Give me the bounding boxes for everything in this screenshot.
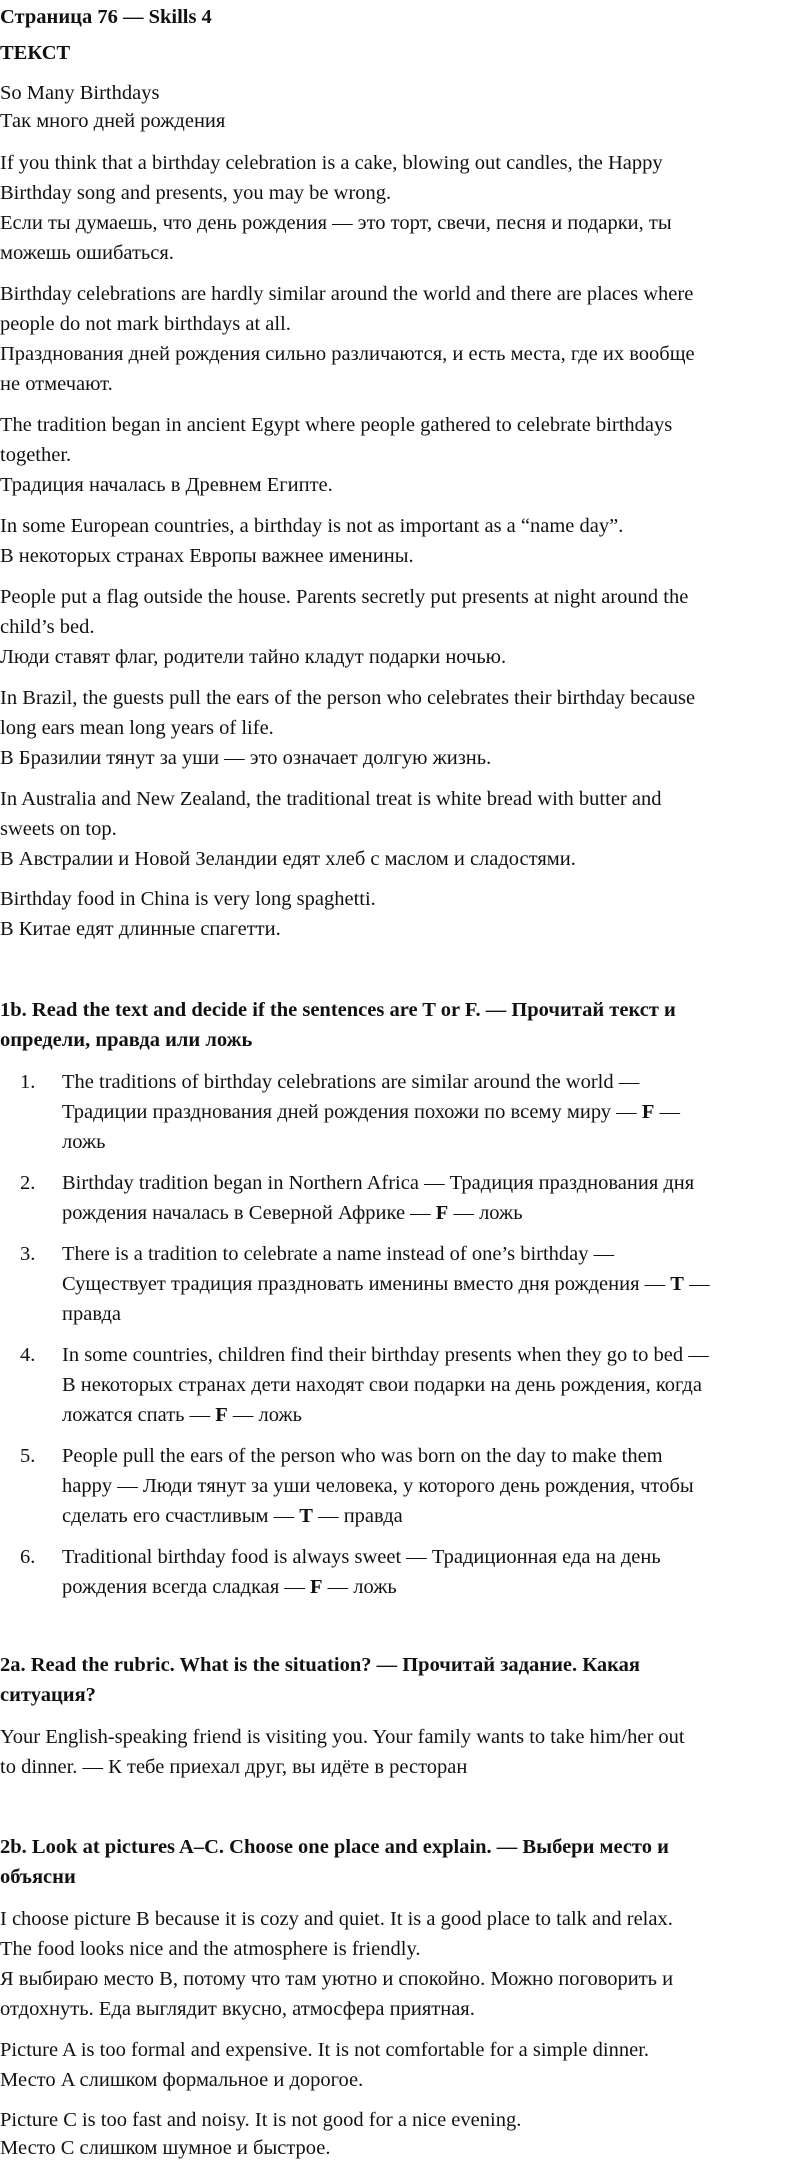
paragraph-en-line: people do not mark birthdays at all. [0, 313, 291, 335]
answer-letter: T [299, 1505, 313, 1527]
task-2a-answer-line: Your English-speaking friend is visiting you. Your family wants to take him/her out [0, 1726, 685, 1748]
list-item-line: happy — Люди тянут за уши человека, у которого день рождения, чтобы [62, 1475, 694, 1497]
paragraph-en-line: Birthday food in China is very long spaghetti. [0, 888, 376, 910]
list-item-line: Существует традиция праздновать именины вместо дня рождения — T — [62, 1273, 710, 1295]
list-item-line: рождения всегда сладкая — F — ложь [62, 1576, 397, 1598]
list-item-line: Традиции празднования дней рождения похожи по всему миру — F — [62, 1101, 680, 1123]
paragraph-en-line: In Australia and New Zealand, the traditional treat is white bread with butter and [0, 788, 662, 810]
task-2a-heading: 2a. Read the rubric. What is the situation? — Прочитай задание. Какая [0, 1654, 640, 1676]
list-item-number: 6. [20, 1546, 36, 1568]
paragraph-ru-line: В некоторых странах Европы важнее именины. [0, 545, 414, 567]
paragraph-ru-line: В Китае едят длинные спагетти. [0, 918, 281, 940]
task-2b-heading: объясни [0, 1866, 76, 1888]
paragraph-en-line: Birthday celebrations are hardly similar around the world and there are places where [0, 283, 694, 305]
task-2b-line: Я выбираю место B, потому что там уютно и спокойно. Можно поговорить и [0, 1968, 674, 1990]
paragraph-ru-line: В Австралии и Новой Зеландии едят хлеб с маслом и сладостями. [0, 848, 576, 870]
list-item-line: сделать его счастливым — T — правда [62, 1505, 403, 1527]
list-item-line: ложатся спать — F — ложь [62, 1404, 303, 1426]
task-2b-line: Место C слишком шумное и быстрое. [0, 2137, 331, 2159]
section-heading: ТЕКСТ [0, 42, 71, 64]
list-item-line: Birthday tradition began in Northern Africa — Традиция празднования дня [62, 1172, 695, 1194]
paragraph-en-line: long ears mean long years of life. [0, 717, 274, 739]
list-item-number: 4. [20, 1344, 36, 1366]
answer-letter: T [670, 1273, 684, 1295]
answer-letter: F [215, 1404, 228, 1426]
list-item-line: Traditional birthday food is always sweet — Традиционная еда на день [62, 1546, 661, 1568]
answer-letter: F [641, 1101, 655, 1123]
list-item-line: The traditions of birthday celebrations are similar around the world — [62, 1071, 640, 1093]
paragraph-en-line: child’s bed. [0, 616, 95, 638]
list-item-line: правда [62, 1303, 122, 1325]
task-2a-heading: ситуация? [0, 1684, 96, 1706]
paragraph-en-line: together. [0, 444, 72, 466]
paragraph-en-line: In Brazil, the guests pull the ears of the person who celebrates their birthday because [0, 687, 696, 709]
paragraph-ru-line: Традиция началась в Древнем Египте. [0, 474, 333, 496]
paragraph-ru-line: В Бразилии тянут за уши — это означает долгую жизнь. [0, 747, 492, 769]
answer-letter: F [435, 1202, 449, 1224]
list-item-line: рождения началась в Северной Африке — F — ложь [62, 1202, 523, 1224]
task-2b-line: I choose picture B because it is cozy and quiet. It is a good place to talk and relax. [0, 1908, 673, 1930]
list-item-line: В некоторых странах дети находят свои подарки на день рождения, когда [62, 1374, 702, 1396]
page-title: Страница 76 — Skills 4 [0, 6, 212, 28]
paragraph-en-line: People put a flag outside the house. Parents secretly put presents at night around the [0, 586, 689, 608]
task-1b-heading: 1b. Read the text and decide if the sentences are T or F. — Прочитай текст и [0, 999, 676, 1021]
list-item-line: In some countries, children find their birthday presents when they go to bed — [62, 1344, 709, 1366]
list-item-number: 2. [20, 1172, 36, 1194]
paragraph-ru-line: Люди ставят флаг, родители тайно кладут подарки ночью. [0, 646, 507, 668]
paragraph-ru-line: можешь ошибаться. [0, 242, 174, 264]
task-2b-line: Picture A is too formal and expensive. It is not comfortable for a simple dinner. [0, 2039, 650, 2061]
task-2b-line: отдохнуть. Еда выглядит вкусно, атмосфера приятная. [0, 1998, 475, 2020]
answer-letter: F [310, 1576, 323, 1598]
text-title-ru: Так много дней рождения [0, 110, 226, 132]
task-2b-line: Picture C is too fast and noisy. It is not good for a nice evening. [0, 2109, 522, 2131]
list-item-line: People pull the ears of the person who was born on the day to make them [62, 1445, 663, 1467]
task-2b-line: Место A слишком формальное и дорогое. [0, 2069, 364, 2091]
paragraph-ru-line: Празднования дней рождения сильно различаются, и есть места, где их вообще [0, 343, 695, 365]
list-item-line: There is a tradition to celebrate a name instead of one’s birthday — [62, 1243, 615, 1265]
task-1b-heading: определи, правда или ложь [0, 1029, 253, 1051]
paragraph-en-line: In some European countries, a birthday is not as important as a “name day”. [0, 515, 624, 537]
task-2b-heading: 2b. Look at pictures A–C. Choose one place and explain. — Выбери место и [0, 1836, 669, 1858]
paragraph-en-line: If you think that a birthday celebration is a cake, blowing out candles, the Happy [0, 152, 663, 174]
paragraph-en-line: sweets on top. [0, 818, 117, 840]
paragraph-ru-line: Если ты думаешь, что день рождения — это торт, свечи, песня и подарки, ты [0, 212, 672, 234]
task-2b-line: The food looks nice and the atmosphere is friendly. [0, 1938, 421, 1960]
list-item-number: 3. [20, 1243, 36, 1265]
task-2a-answer-line: to dinner. — К тебе приехал друг, вы идёте в ресторан [0, 1756, 468, 1778]
paragraph-en-line: The tradition began in ancient Egypt where people gathered to celebrate birthdays [0, 414, 673, 436]
paragraph-en-line: Birthday song and presents, you may be wrong. [0, 182, 392, 204]
text-title-en: So Many Birthdays [0, 82, 160, 104]
list-item-line: ложь [62, 1131, 106, 1153]
paragraph-ru-line: не отмечают. [0, 373, 113, 395]
list-item-number: 1. [20, 1071, 36, 1093]
list-item-number: 5. [20, 1445, 36, 1467]
